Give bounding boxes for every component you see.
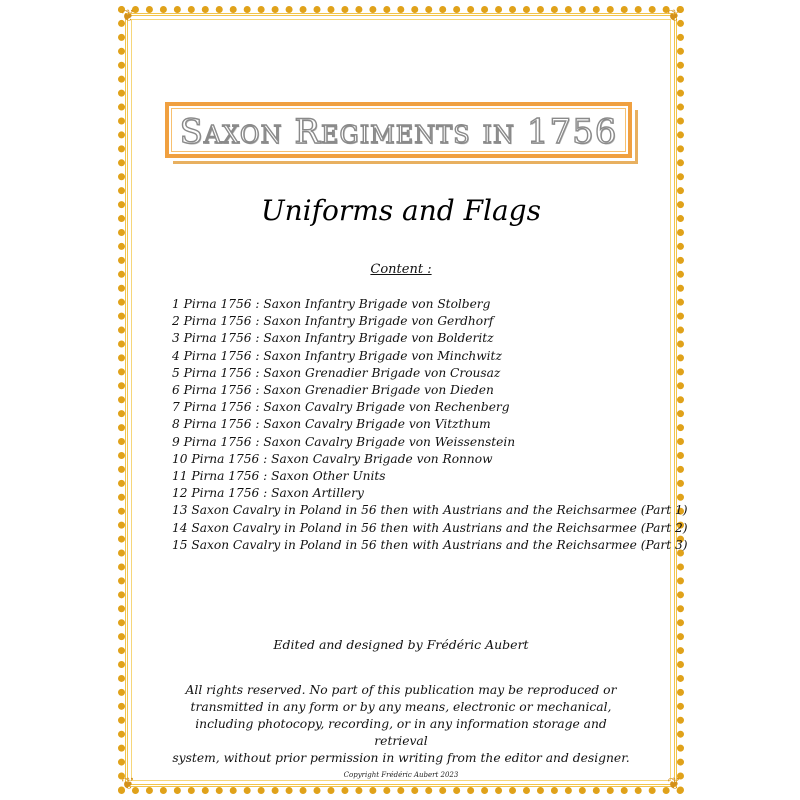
toc-item: 6 Pirna 1756 : Saxon Grenadier Brigade von Dieden bbox=[172, 383, 494, 398]
rights-line: All rights reserved. No part of this publication may be reproduced or bbox=[185, 683, 617, 697]
toc-item: 7 Pirna 1756 : Saxon Cavalry Brigade von Rechenberg bbox=[172, 400, 510, 415]
toc-item: 11 Pirna 1756 : Saxon Other Units bbox=[172, 469, 386, 484]
toc-item: 2 Pirna 1756 : Saxon Infantry Brigade von Gerdhorf bbox=[172, 314, 494, 329]
toc-item: 1 Pirna 1756 : Saxon Infantry Brigade von Stolberg bbox=[172, 297, 491, 311]
corner-ornament-icon: ❦ bbox=[121, 6, 135, 25]
corner-ornament-icon: ❦ bbox=[667, 6, 681, 25]
toc-item: 5 Pirna 1756 : Saxon Grenadier Brigade von Crousaz bbox=[172, 365, 501, 380]
toc-item: 13 Saxon Cavalry in Poland in 56 then with Austrians and the Reichsarmee (Part 1) bbox=[172, 503, 688, 518]
toc-item: 10 Pirna 1756 : Saxon Cavalry Brigade von Ronnow bbox=[172, 451, 493, 466]
rights-notice bbox=[168, 682, 634, 767]
toc-item: 4 Pirna 1756 : Saxon Infantry Brigade von Minchwitz bbox=[172, 348, 502, 363]
title-frame bbox=[165, 102, 632, 158]
toc-item: 8 Pirna 1756 : Saxon Cavalry Brigade von Vitzthum bbox=[172, 417, 491, 432]
editor-credit: Edited and designed by Frédéric Aubert bbox=[273, 637, 529, 652]
toc-item: 9 Pirna 1756 : Saxon Cavalry Brigade von Weissenstein bbox=[172, 434, 516, 449]
page-title: Saxon Regiments in 1756 bbox=[179, 112, 618, 152]
toc-item: 12 Pirna 1756 : Saxon Artillery bbox=[172, 486, 364, 501]
toc-item: 14 Saxon Cavalry in Poland in 56 then with Austrians and the Reichsarmee (Part 2) bbox=[172, 520, 688, 535]
corner-ornament-icon: ❦ bbox=[121, 774, 135, 793]
toc-item: 3 Pirna 1756 : Saxon Infantry Brigade von Bolderitz bbox=[172, 331, 494, 346]
content-heading: Content : bbox=[370, 262, 432, 277]
table-of-contents bbox=[172, 296, 688, 554]
page-subtitle: Uniforms and Flags bbox=[261, 194, 541, 227]
document-page bbox=[118, 6, 688, 794]
rights-line: including photocopy, recording, or in any information storage and retrieval bbox=[195, 717, 607, 748]
corner-ornament-icon: ❦ bbox=[667, 774, 681, 793]
copyright-line: Copyright Frédéric Aubert 2023 bbox=[343, 771, 459, 779]
toc-item: 15 Saxon Cavalry in Poland in 56 then with Austrians and the Reichsarmee (Part 3) bbox=[172, 537, 688, 552]
rights-line: transmitted in any form or by any means, electronic or mechanical, bbox=[190, 700, 612, 714]
rights-line: system, without prior permission in writing from the editor and designer. bbox=[172, 751, 630, 765]
